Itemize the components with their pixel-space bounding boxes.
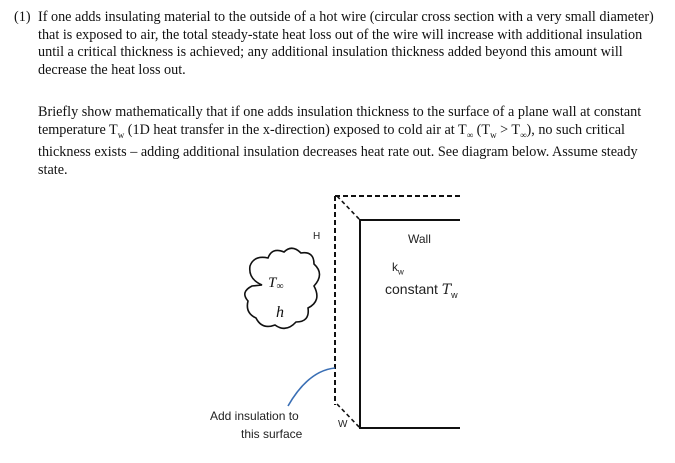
insulation-top-diagonal [337, 196, 360, 220]
para2-text-c: (T [473, 121, 491, 138]
wall-outline [360, 220, 460, 428]
wall-label: Wall [408, 232, 431, 246]
para2-text-a: Briefly show mathematically that if one adds insulation thickness to the surface of a plane wall at constant temperature T [38, 104, 642, 138]
para2-text-e: ), no such critical thickness exists – adding additional insulation decreases heat rate out. See diagram below. Assume steady state. [38, 121, 638, 178]
cloud-h: h [276, 304, 284, 321]
problem-number: (1) [14, 9, 31, 25]
label-H: H [313, 231, 321, 242]
para2-sub-w2: w [490, 129, 497, 140]
const-T: T [441, 282, 452, 298]
cloud-infinity: ∞ [276, 281, 284, 292]
para2-sub-inf2: ∞ [520, 129, 527, 140]
para2-text-b: (1D heat transfer in the x-direction) exposed to cold air at T [124, 121, 467, 138]
kw-k: k [392, 260, 398, 274]
para2-sub-inf1: ∞ [466, 129, 474, 140]
cloud-T-infinity [268, 275, 283, 296]
const-sub: w [451, 289, 458, 300]
problem-text-1: If one adds insulating material to the outside of a hot wire (circular cross section with a very small diameter) that is exposed to air, the total steady-state heat loss out of the wire will increase with additional insulation until a critical thickness is achieved; any additional insulation thickness added beyond this amount will decrease the heat loss out. [38, 9, 654, 78]
wall-conductivity-label [392, 260, 404, 276]
para2-sub-w1: w [117, 129, 125, 140]
label-W: W [338, 419, 348, 430]
insulation-pointer-line [288, 368, 335, 406]
kw-sub: w [398, 267, 404, 277]
constant-temperature-label [385, 281, 458, 300]
add-insulation-label-line1: Add insulation to [210, 409, 299, 423]
const-prefix: constant [385, 281, 442, 297]
para2-text-d: > T [496, 121, 521, 138]
add-insulation-label-line2: this surface [241, 427, 303, 441]
cloud-T: T [268, 275, 277, 291]
